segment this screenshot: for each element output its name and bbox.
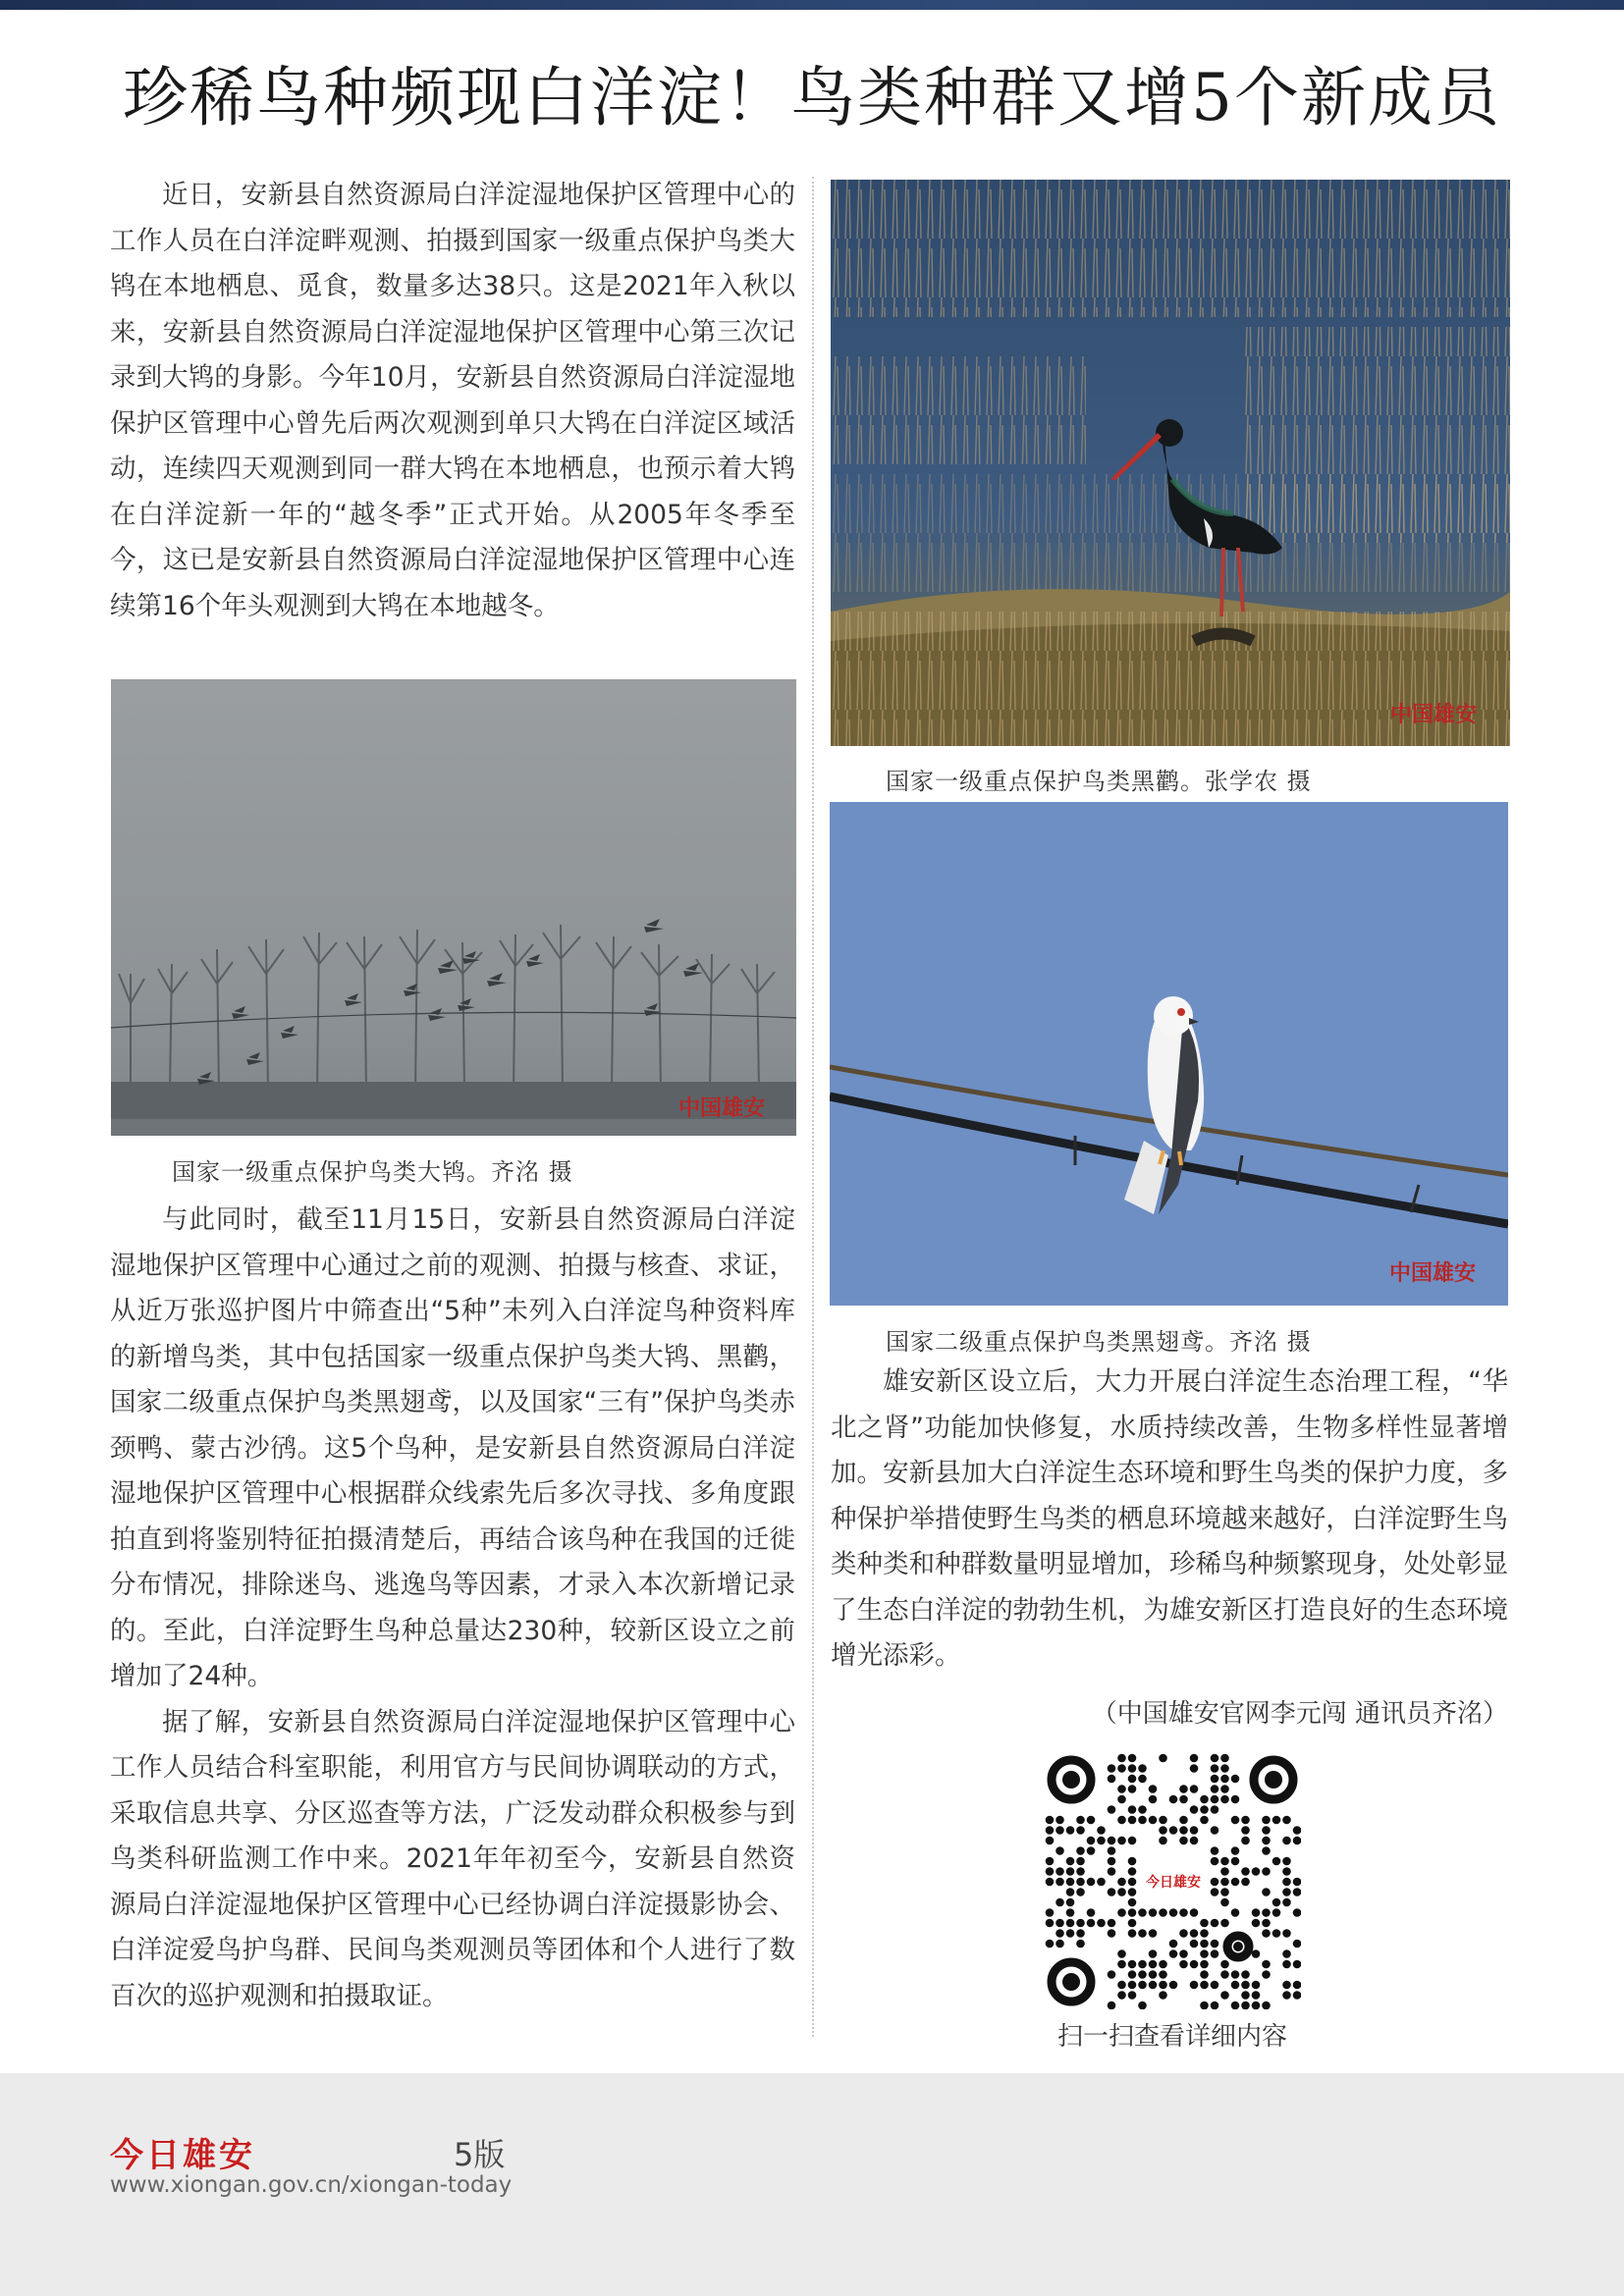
qr-module [1108,1775,1116,1784]
qr-module [1087,1878,1096,1887]
qr-module [1046,1837,1055,1845]
qr-module [1066,1878,1075,1887]
qr-module [1231,1795,1240,1804]
qr-module [1117,1785,1126,1793]
qr-module [1293,1991,1301,2000]
qr-module [1200,1795,1209,1804]
qr-module [1128,1837,1137,1845]
qr-module [1179,1826,1188,1835]
qr-module [1087,1837,1096,1845]
qr-module [1117,1888,1126,1896]
qr-module [1149,1960,1158,1969]
qr-module [1159,1981,1167,1990]
qr-module [1128,1857,1137,1866]
footer-url[interactable]: www.xiongan.gov.cn/xiongan-today [110,2172,513,2198]
qr-module [1220,1795,1229,1804]
qr-module [1211,1826,1219,1835]
qr-module [1097,1837,1106,1845]
qr-module [1282,1949,1291,1958]
qr-module [1211,1785,1219,1793]
qr-module [1046,1816,1055,1825]
qr-module [1293,1981,1301,1990]
qr-module [1200,1949,1209,1958]
qr-module [1066,1919,1075,1928]
qr-module [1128,1970,1137,1979]
qr-module [1220,1898,1229,1907]
qr-module [1220,1857,1229,1866]
qr-module [1241,1878,1250,1887]
qr-module [1108,1867,1116,1876]
qr-module [1200,1981,1209,1990]
qr-module [1138,1775,1147,1784]
qr-module [1179,1929,1188,1938]
qr-module [1272,1816,1281,1825]
qr-module [1190,1754,1199,1763]
qr-module [1241,1826,1250,1835]
qr-module [1169,1981,1178,1990]
qr-module [1262,1919,1271,1928]
qr-module [1149,1981,1158,1990]
qr-module [1179,1837,1188,1845]
qr-module [1149,1949,1158,1958]
bustard-caption: 国家一级重点保护鸟类大鸨。齐洺 摄 [172,1158,573,1186]
qr-module [1220,1764,1229,1773]
qr-module [1076,1826,1085,1835]
qr-module [1220,1867,1229,1876]
qr-module [1046,1919,1055,1928]
qr-module [1076,1857,1085,1866]
qr-module [1128,1929,1137,1938]
qr-module [1128,1981,1137,1990]
qr-module [1262,1816,1271,1825]
qr-module [1211,1754,1219,1763]
qr-module [1066,1898,1075,1907]
qr-module [1262,1846,1271,1855]
qr-module [1046,1857,1055,1866]
qr-module [1272,1929,1281,1938]
qr-module [1220,1970,1229,1979]
qr-module [1149,1785,1158,1793]
qr-module [1046,1867,1055,1876]
qr-module [1169,1940,1178,1949]
qr-module [1272,1898,1281,1907]
qr-module [1169,1908,1178,1917]
qr-module [1220,1785,1229,1793]
column-divider [812,177,814,2037]
author-credit: （中国雄安官网李元闯 通讯员齐洺） [1091,1699,1508,1729]
qr-module [1190,1929,1199,1938]
qr-module [1128,1775,1137,1784]
qr-module [1220,1754,1229,1763]
qr-module [1293,1826,1301,1835]
qr-module [1169,1949,1178,1958]
qr-module [1211,1981,1219,1990]
qr-module [1190,1837,1199,1845]
qr-module [1108,2002,1116,2009]
qr-module [1211,1795,1219,1804]
qr-module [1056,1878,1064,1887]
qr-module [1220,1775,1229,1784]
qr-module [1211,1775,1219,1784]
qr-module [1211,1919,1219,1928]
qr-module [1159,1970,1167,1979]
qr-module [1066,1908,1075,1917]
qr-module [1179,1908,1188,1917]
qr-module [1117,1908,1126,1917]
qr-module [1117,1795,1126,1804]
qr-module [1159,1826,1167,1835]
qr-module [1211,1949,1219,1958]
qr-module [1190,1764,1199,1773]
qr-module [1200,1919,1209,1928]
qr-module [1241,1991,1250,2000]
qr-module [1159,1816,1167,1825]
qr-module [1128,1878,1137,1887]
footer-brand-logo: 今日雄安 [110,2136,255,2175]
qr-module [1128,1919,1137,1928]
qr-module [1159,1960,1167,1969]
qr-module [1087,1846,1096,1855]
qr-module [1117,1991,1126,2000]
qr-module [1117,1960,1126,1969]
qr-module [1211,1764,1219,1773]
qr-module [1179,1785,1188,1793]
qr-module [1220,1878,1229,1887]
qr-module [1211,1846,1219,1855]
qr-module [1241,2002,1250,2009]
qr-module [1262,1837,1271,1845]
qr-module [1262,1960,1271,1969]
qr-module [1179,1795,1188,1804]
qr-module [1241,1970,1250,1979]
qr-module [1293,1888,1301,1896]
qr-module [1169,1826,1178,1835]
qr-module [1190,1981,1199,1990]
qr-module [1200,1960,1209,1969]
qr-module [1272,1908,1281,1917]
qr-module [1046,1878,1055,1887]
qr-module [1231,1816,1240,1825]
qr-module [1117,1764,1126,1773]
qr-module [1190,1805,1199,1814]
qr-module [1282,1816,1291,1825]
qr-module [1293,1878,1301,1887]
qr-module [1262,1867,1271,1876]
qr-module [1056,1846,1064,1855]
top-banner-bar [0,0,1624,10]
qr-module [1252,1981,1261,1990]
article-left-column [110,173,795,629]
qr-module [1211,1805,1219,1814]
qr-module [1128,1991,1137,2000]
qr-module [1211,1940,1219,1949]
qr-module [1066,1929,1075,1938]
qr-module [1293,1940,1301,1949]
qr-module [1097,1878,1106,1887]
qr-module [1056,1919,1064,1928]
qr-module [1159,1837,1167,1845]
qr-module [1056,1826,1064,1835]
qr-module [1066,1857,1075,1866]
qr-module [1252,1991,1261,2000]
photo-watermark: 中国雄安 [678,1095,766,1121]
qr-module [1138,1981,1147,1990]
qr-module [1076,1929,1085,1938]
qr-module [1076,1919,1085,1928]
qr-module [1200,1816,1209,1825]
qr-module [1097,1826,1106,1835]
qr-module [1066,1826,1075,1835]
qr-module [1262,1888,1271,1896]
qr-module [1159,1754,1167,1763]
qr-module [1200,2002,1209,2009]
qr-module [1272,1857,1281,1866]
paragraph-2: 与此同时，截至11月15日，安新县自然资源局白洋淀湿地保护区管理中心通过之前的观测、拍摄与核查、求证，从近万张巡护图片中筛查出“5种”未列入白洋淀鸟种资料库的新增鸟类，其中包括国家一级重点保护鸟类大鸨、黑鹳，国家二级重点保护鸟类黑翅鸢，以及国家“三有”保护鸟类赤颈鸭、蒙古沙鸻。这5个鸟种，是安新县自然资源局白洋淀湿地保护区管理中心根据群众线索先后多次寻找、多角度跟拍直到将鉴别特征拍摄清楚后，再结合该鸟种在我国的迁徙分布情况，排除迷鸟、逃逸鸟等因素，才录入本次新增记录的。至此，白洋淀野生鸟种总量达230种，较新区设立之前增加了24种。 [110,1204,795,1691]
qr-module [1076,1846,1085,1855]
qr-module [1149,1929,1158,1938]
qr-module [1066,1888,1075,1896]
qr-module [1149,1908,1158,1917]
qr-module [1231,1846,1240,1855]
qr-module [1108,1805,1116,1814]
qr-module [1282,1960,1291,1969]
qr-module [1190,1785,1199,1793]
qr-module [1138,1970,1147,1979]
qr-module [1252,1908,1261,1917]
qr-module [1097,1919,1106,1928]
qr-module [1108,1837,1116,1845]
stork-caption: 国家一级重点保护鸟类黑鹳。张学农 摄 [886,768,1312,795]
qr-module [1262,2002,1271,2009]
qr-module [1128,1867,1137,1876]
article-right-column [831,1360,1508,1680]
qr-module [1231,2002,1240,2009]
qr-module [1211,1888,1219,1896]
qr-module [1262,1908,1271,1917]
qr-module [1056,1929,1064,1938]
qr-module [1117,1754,1126,1763]
qr-code[interactable] [1044,1752,1301,2009]
qr-module [1282,1878,1291,1887]
qr-module [1128,1898,1137,1907]
qr-module [1128,1888,1137,1896]
qr-module [1108,1970,1116,1979]
qr-module [1056,1867,1064,1876]
qr-module [1211,2002,1219,2009]
qr-module [1220,1888,1229,1896]
qr-module [1169,1795,1178,1804]
qr-module [1282,1857,1291,1866]
qr-module [1128,1816,1137,1825]
qr-module [1108,1846,1116,1855]
qr-module [1076,1867,1085,1876]
qr-module [1179,1949,1188,1958]
qr-module [1231,1908,1240,1917]
qr-module [1076,1878,1085,1887]
qr-module [1252,1919,1261,1928]
qr-module [1211,1878,1219,1887]
qr-module [1046,1826,1055,1835]
qr-module [1179,1960,1188,1969]
qr-module [1293,1960,1301,1969]
qr-module [1087,1919,1096,1928]
qr-module [1138,1908,1147,1917]
photo-watermark: 中国雄安 [1389,1260,1477,1286]
stork-photo [831,180,1510,746]
qr-module [1138,1805,1147,1814]
qr-module [1138,1816,1147,1825]
kite-caption: 国家二级重点保护鸟类黑翅鸢。齐洺 摄 [886,1328,1312,1356]
qr-scan-text: 扫一扫查看详细内容 [1056,2022,1287,2052]
qr-module [1293,1837,1301,1845]
bustard-photo [111,679,796,1136]
article-title: 珍稀鸟种频现白洋淀！鸟类种群又增5个新成员 [123,60,1501,135]
qr-module [1282,1888,1291,1896]
qr-module [1076,1816,1085,1825]
qr-module [1200,1805,1209,1814]
qr-module [1241,1816,1250,1825]
qr-module [1117,1878,1126,1887]
qr-module [1282,1981,1291,1990]
qr-module [1282,1867,1291,1876]
qr-module [1117,1837,1126,1845]
qr-module [1220,1991,1229,2000]
qr-module [1128,1785,1137,1793]
qr-module [1231,1981,1240,1990]
qr-module [1149,1816,1158,1825]
qr-module [1159,1991,1167,2000]
qr-module [1220,1960,1229,1969]
qr-module [1190,1826,1199,1835]
qr-module [1108,1919,1116,1928]
qr-module [1056,1940,1064,1949]
qr-module [1252,1949,1261,1958]
qr-module [1241,1981,1250,1990]
qr-module [1066,1867,1075,1876]
qr-module [1087,1816,1096,1825]
qr-module [1128,1764,1137,1773]
qr-module [1128,1960,1137,1969]
paragraph-1: 近日，安新县自然资源局白洋淀湿地保护区管理中心的工作人员在白洋淀畔观测、拍摄到国家一级重点保护鸟类大鸨在本地栖息、觅食，数量多达38只。这是2021年入秋以来，安新县自然资源局白洋淀湿地保护区管理中心第三次记录到大鸨的身影。今年10月，安新县自然资源局白洋淀湿地保护区管理中心曾先后两次观测到单只大鸨在白洋淀区域活动，连续四天观测到同一群大鸨在本地栖息，也预示着大鸨在白洋淀新一年的“越冬季”正式开始。从2005年冬季至今，这已是安新县自然资源局白洋淀湿地保护区管理中心连续第16个年头观测到大鸨在本地越冬。 [110,180,795,621]
qr-module [1108,1888,1116,1896]
qr-module [1252,2002,1261,2009]
qr-module [1282,1837,1291,1845]
qr-module [1282,1991,1291,2000]
qr-module [1220,1919,1229,1928]
qr-module [1138,1929,1147,1938]
qr-module [1117,1949,1126,1958]
qr-module [1200,1940,1209,1949]
qr-module [1138,1764,1147,1773]
qr-module [1231,1878,1240,1887]
qr-module [1262,1970,1271,1979]
qr-module [1241,1867,1250,1876]
qr-module [1159,1908,1167,1917]
qr-module [1046,1940,1055,1949]
qr-module [1282,1898,1291,1907]
article-left-column-lower [110,1198,795,2019]
qr-module [1117,1816,1126,1825]
qr-module [1231,1775,1240,1784]
qr-module [1200,1929,1209,1938]
qr-module [1108,1929,1116,1938]
qr-module [1108,1764,1116,1773]
kite-photo [830,802,1508,1306]
qr-module [1138,2002,1147,2009]
qr-module [1076,1940,1085,1949]
paragraph-4: 雄安新区设立后，大力开展白洋淀生态治理工程，“华北之肾”功能加快修复，水质持续改善，生物多样性显著增加。安新县加大白洋淀生态环境和野生鸟类的保护力度，多种保护举措使野生鸟类的栖息环境越来越好，白洋淀野生鸟类种类和种群数量明显增加，珍稀鸟种频繁现身，处处彰显了生态白洋淀的勃勃生机，为雄安新区打造良好的生态环境增光添彩。 [831,1366,1508,1671]
qr-module [1262,1929,1271,1938]
qr-module [1282,1929,1291,1938]
qr-module [1056,1816,1064,1825]
qr-module [1293,1908,1301,1917]
qr-module [1231,1857,1240,1866]
qr-module [1056,1898,1064,1907]
qr-module [1190,1960,1199,1969]
qr-module [1211,1857,1219,1866]
qr-module [1128,1754,1137,1763]
qr-module [1190,1940,1199,1949]
qr-module [1117,1981,1126,1990]
qr-module [1149,1795,1158,1804]
qr-module [1108,1857,1116,1866]
qr-module [1076,1888,1085,1896]
footer-page-number: 5版 [454,2136,506,2173]
qr-module [1046,1908,1055,1917]
paragraph-3: 据了解，安新县自然资源局白洋淀湿地保护区管理中心工作人员结合科室职能，利用官方与民间协调联动的方式，采取信息共享、分区巡查等方法，广泛发动群众积极参与到鸟类科研监测工作中来。2021年年初至今，安新县自然资源局白洋淀湿地保护区管理中心已经协调白洋淀摄影协会、白洋淀爱鸟护鸟群、民间鸟类观测员等团体和个人进行了数百次的巡护观测和拍摄取证。 [110,1706,795,2011]
qr-module [1138,1960,1147,1969]
photo-watermark: 中国雄安 [1390,702,1478,727]
qr-module [1149,1970,1158,1979]
qr-center-label: 今日雄安 [1146,1875,1201,1891]
qr-module [1262,1826,1271,1835]
qr-module [1231,1970,1240,1979]
qr-module [1128,1908,1137,1917]
qr-module [1087,1908,1096,1917]
qr-module [1200,1970,1209,1979]
qr-module [1252,1867,1261,1876]
qr-module [1190,1908,1199,1917]
qr-module [1128,1805,1137,1814]
qr-module [1241,1837,1250,1845]
qr-module [1179,1816,1188,1825]
